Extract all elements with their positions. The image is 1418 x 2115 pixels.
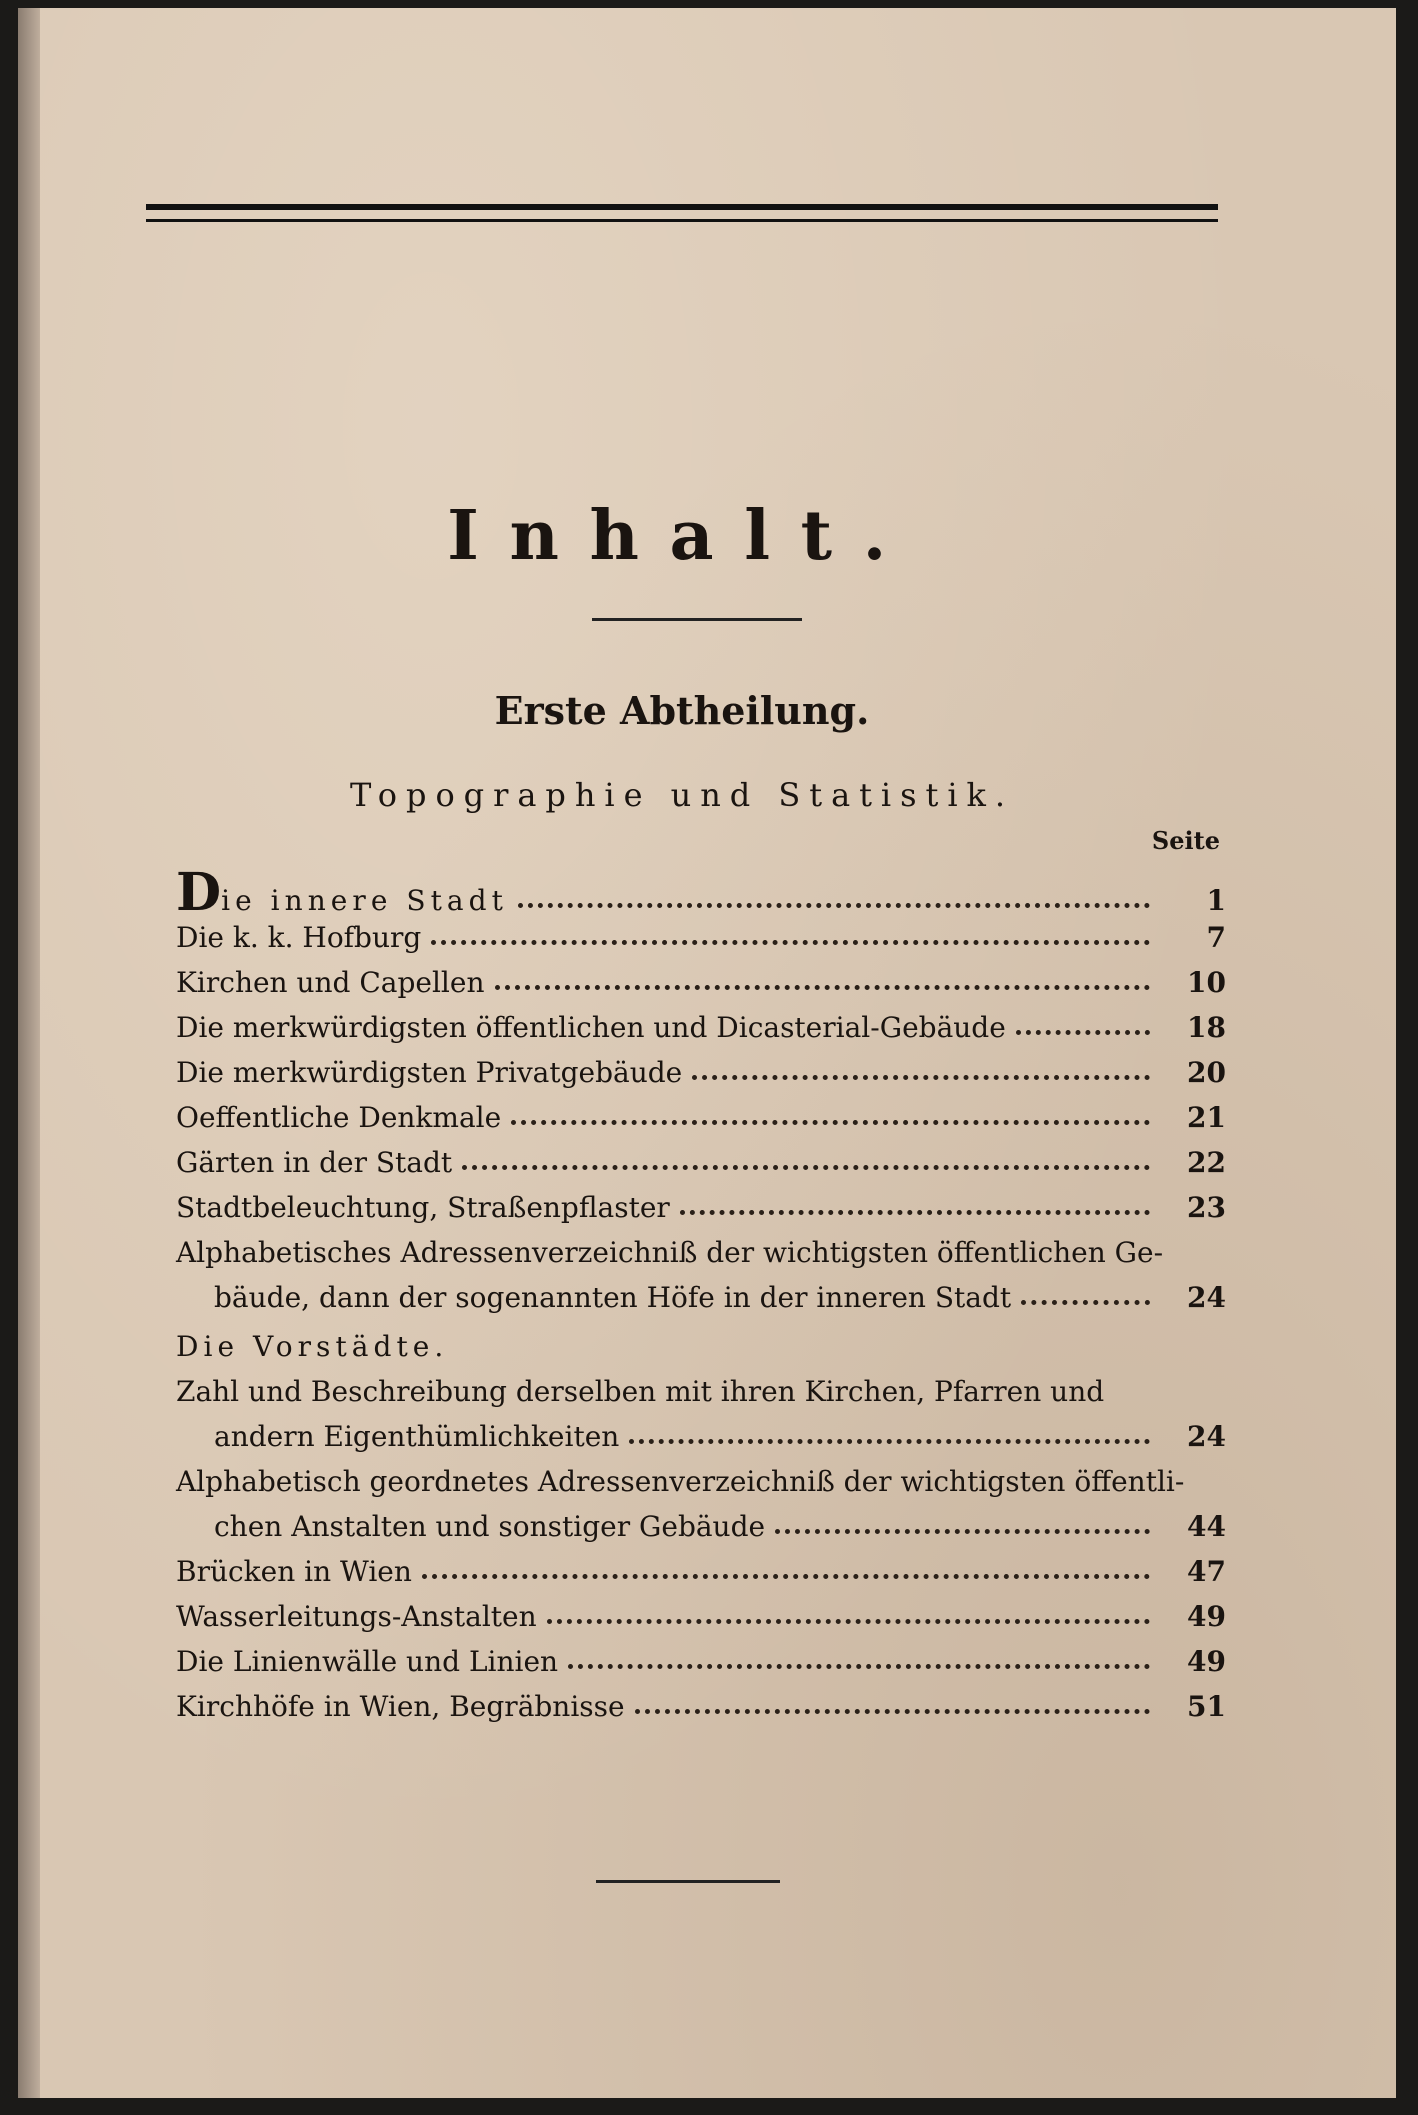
leader-dots <box>775 1528 1150 1534</box>
toc-entry-line1: Alphabetisches Adressenverzeichniß der wichtigsten öffentlichen Ge- <box>176 1236 1164 1269</box>
toc-entry-label: Die merkwürdigsten öffentlichen und Dicasterial-Gebäude <box>176 1011 1006 1044</box>
leader-dots <box>431 939 1150 945</box>
toc-entry <box>176 960 1226 1005</box>
toc-entry-page: 24 <box>1187 1420 1226 1453</box>
toc-entry-label: ie innere Stadt <box>221 884 508 917</box>
toc-entry-page: 18 <box>1187 1011 1226 1044</box>
toc-entry-label: Gärten in der Stadt <box>176 1146 453 1179</box>
toc-entry-label: Die k. k. Hofburg <box>176 921 422 954</box>
toc-entry <box>176 1684 1226 1729</box>
toc-entry-page: 23 <box>1187 1191 1226 1224</box>
toc-entry-label: Stadtbeleuchtung, Straßenpflaster <box>176 1191 670 1224</box>
toc-entry-label: Oeffentliche Denkmale <box>176 1101 502 1134</box>
toc-entry-line1: Zahl und Beschreibung derselben mit ihren Kirchen, Pfarren und <box>176 1375 1105 1408</box>
toc-entry-label: chen Anstalten und sonstiger Gebäude <box>214 1510 766 1543</box>
toc-entry <box>176 915 1226 960</box>
title-divider <box>592 618 802 621</box>
leader-dots <box>568 1663 1150 1669</box>
toc-entry-page: 10 <box>1187 966 1226 999</box>
toc-entry-page: 47 <box>1187 1555 1226 1588</box>
top-double-rule <box>146 204 1218 222</box>
page-title: Inhalt. <box>447 496 917 576</box>
toc-entry-page: 7 <box>1206 921 1226 954</box>
bottom-divider <box>596 1880 780 1883</box>
toc-entry-label: Kirchhöfe in Wien, Begräbnisse <box>176 1690 625 1723</box>
toc-entry <box>176 1140 1226 1185</box>
toc-entry-page: 21 <box>1187 1101 1226 1134</box>
leader-dots <box>1016 1029 1150 1035</box>
leader-dots <box>1021 1299 1150 1305</box>
vorstaedte-heading: Die Vorstädte. <box>176 1330 449 1363</box>
page-column-header: Seite <box>1151 826 1220 855</box>
toc-entry <box>176 1504 1226 1549</box>
toc-entry-page: 49 <box>1187 1645 1226 1678</box>
toc-entry <box>176 1095 1226 1140</box>
toc-entry-page: 20 <box>1187 1056 1226 1089</box>
toc-entry <box>176 1549 1226 1594</box>
toc-entry <box>176 1594 1226 1639</box>
leader-dots <box>680 1209 1150 1215</box>
toc-entry <box>176 1005 1226 1050</box>
toc-entry-label: Wasserleitungs-Anstalten <box>176 1600 537 1633</box>
leader-dots <box>635 1708 1150 1714</box>
leader-dots <box>547 1618 1150 1624</box>
leader-dots <box>629 1438 1150 1444</box>
toc-entry <box>176 1050 1226 1095</box>
toc-entry-page: 1 <box>1206 884 1226 917</box>
toc-entry-page: 51 <box>1187 1690 1226 1723</box>
leader-dots <box>511 1119 1150 1125</box>
leader-dots <box>495 984 1151 990</box>
toc-entry <box>176 1185 1226 1230</box>
leader-dots <box>462 1164 1150 1170</box>
part-heading: Erste Abtheilung. <box>494 688 870 733</box>
book-page <box>18 8 1396 2098</box>
toc-entry-page: 49 <box>1187 1600 1226 1633</box>
toc-entry <box>176 1275 1226 1320</box>
leader-dots <box>692 1074 1150 1080</box>
page-spine-shadow <box>18 8 40 2098</box>
toc-entry-line1: Alphabetisch geordnetes Adressenverzeichniß der wichtigsten öffentli- <box>176 1465 1185 1498</box>
toc-entry-page: 24 <box>1187 1281 1226 1314</box>
toc-entry-page: 22 <box>1187 1146 1226 1179</box>
toc-entry <box>176 862 1226 923</box>
toc-entry-label: andern Eigenthümlichkeiten <box>214 1420 620 1453</box>
toc-entry <box>176 1639 1226 1684</box>
drop-initial: D <box>176 862 222 923</box>
section-heading: Topographie und Statistik. <box>349 776 1015 814</box>
toc-entry-label: Die Linienwälle und Linien <box>176 1645 559 1678</box>
toc-entry-label: Kirchen und Capellen <box>176 966 485 999</box>
leader-dots <box>422 1573 1150 1579</box>
toc-entry <box>176 1414 1226 1459</box>
leader-dots <box>518 902 1150 908</box>
toc-entry-label: Die merkwürdigsten Privatgebäude <box>176 1056 683 1089</box>
toc-entry-label: bäude, dann der sogenannten Höfe in der inneren Stadt <box>214 1281 1012 1314</box>
table-of-contents <box>176 862 1226 1729</box>
toc-entry-label: Brücken in Wien <box>176 1555 412 1588</box>
toc-entry-page: 44 <box>1187 1510 1226 1543</box>
